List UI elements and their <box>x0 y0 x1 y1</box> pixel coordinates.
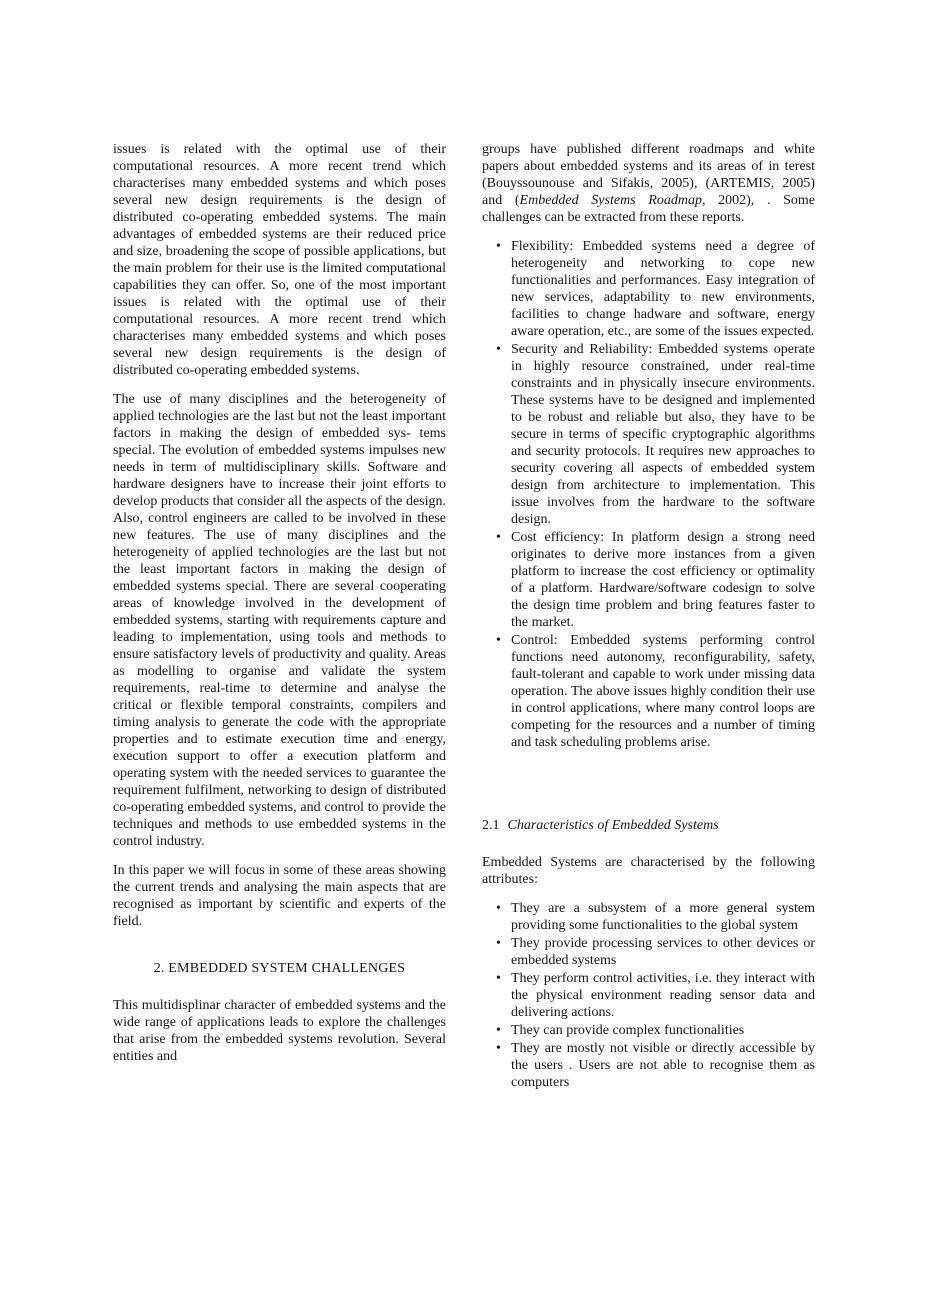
subsection-title: Characteristics of Embedded Systems <box>507 818 719 833</box>
body-paragraph: The use of many disciplines and the heterogeneity of applied technologies are the last but not the least important factors in making the design of embedded sys- tems special. The evolution of embedded systems impulses new needs in term of multidisciplinary skills. Software and hardware designers have to increase their joint efforts to develop products that consider all the aspects of the design. Also, control engineers are called to be involved in these new features. The use of many disciplines and the heterogeneity of applied technologies are the last but not the least important factors in making the design of embedded systems special. There are several cooperating areas of knowledge involved in the development of embedded systems, starting with requirements capture and leading to implementation, using tools and methods to ensure satisfactory levels of productivity and quality. Areas as modelling to organise and validate the system requirements, real-time to determine and analyse the critical or flexible temporal constraints, compilers and timing analysis to generate the code with the appropriate properties and to estimate execution time and energy, execution support to offer a execution platform and operating system with the needed services to guarantee the requirement fulfilment, networking to design of distributed co-operating embedded systems, and control to provide the techniques and methods to use embedded systems in the control industry. <box>113 392 446 849</box>
intro-text-part2: , 2002), . Some challenges can be extracted from these reports. <box>482 193 815 225</box>
list-item: • Control: Embedded systems performing control functions need autonomy, reconfigurability, safety, fault-tolerant and capable to work under missing data operation. The above issues highly condition their use in control applications, where many control loops are competing for the resources and a number of timing and task scheduling problems arise. <box>496 632 815 751</box>
list-item: • They perform control activities, i.e. they interact with the physical environment reading sensor data and delivering actions. <box>496 970 815 1021</box>
body-paragraph: In this paper we will focus in some of these areas showing the current trends and analysing the main aspects that are recognised as important by scientific and experts of the field. <box>113 863 446 929</box>
body-paragraph: This multidisplinar character of embedded systems and the wide range of applications leads to explore the challenges that arise from the embedded systems revolution. Several entities and <box>113 998 446 1064</box>
list-item: • They provide processing services to other devices or embedded systems <box>496 935 815 969</box>
body-paragraph: issues is related with the optimal use of their computational resources. A more recent trend which characterises many embedded systems and which poses several new design requirements is the design of distributed co-operating embedded systems. The main advantages of embedded systems are their reduced price and size, broadening the scope of possible applications, but the main problem for their use is the limited computational capabilities they can offer. So, one of the most important issues is related with the optimal use of their computational resources. A more recent trend which characterises many embedded systems and which poses several new design requirements is the design of distributed co-operating embedded systems. <box>113 142 446 378</box>
subsection-heading <box>482 817 815 834</box>
body-paragraph <box>482 141 815 226</box>
characteristics-list <box>496 900 815 1091</box>
subsection-number: 2.1 <box>482 818 500 833</box>
right-column <box>482 141 815 1092</box>
list-item: • They can provide complex functionalities <box>496 1022 815 1039</box>
citation-title-italic: Embedded Systems Roadmap <box>519 193 702 208</box>
two-column-layout <box>113 141 815 1092</box>
list-item: • Cost efficiency: In platform design a strong need originates to derive more instances from a given platform to increase the cost efficiency or optimality of a platform. Hardware/software codesign to solve the design time problem and bring features faster to the market. <box>496 529 815 631</box>
list-item: • Flexibility: Embedded systems need a degree of heterogeneity and networking to cope new functionalities and performances. Easy integration of new services, adaptability to new environments, facilities to change hadware and software, energy aware operation, etc., are some of the issues expected. <box>496 238 815 340</box>
list-item: • They are a subsystem of a more general system providing some functionalities to the global system <box>496 900 815 934</box>
body-paragraph: Embedded Systems are characterised by the following attributes: <box>482 855 815 887</box>
section-heading: 2. EMBEDDED SYSTEM CHALLENGES <box>153 961 406 976</box>
left-column <box>113 141 446 1092</box>
list-item: • They are mostly not visible or directly accessible by the users . Users are not able to recognise them as computers <box>496 1040 815 1091</box>
intro-text-part1: groups have published different roadmaps and white papers about embedded systems and its areas of in terest (Bouyssounouse and Sifakis, 2005), (ARTEMIS, 2005) and ( <box>482 142 815 208</box>
list-item: • Security and Reliability: Embedded systems operate in highly resource constrained, under real-time constraints and in physically insecure environments. These systems have to be designed and implemented to be robust and reliable but also, they have to be secure in terms of specific cryptographic algorithms and security protocols. It requires new approaches to security covering all aspects of embedded system design from architecture to implementation. This issue involves from the hardware to the software design. <box>496 341 815 528</box>
challenges-list <box>496 238 815 751</box>
